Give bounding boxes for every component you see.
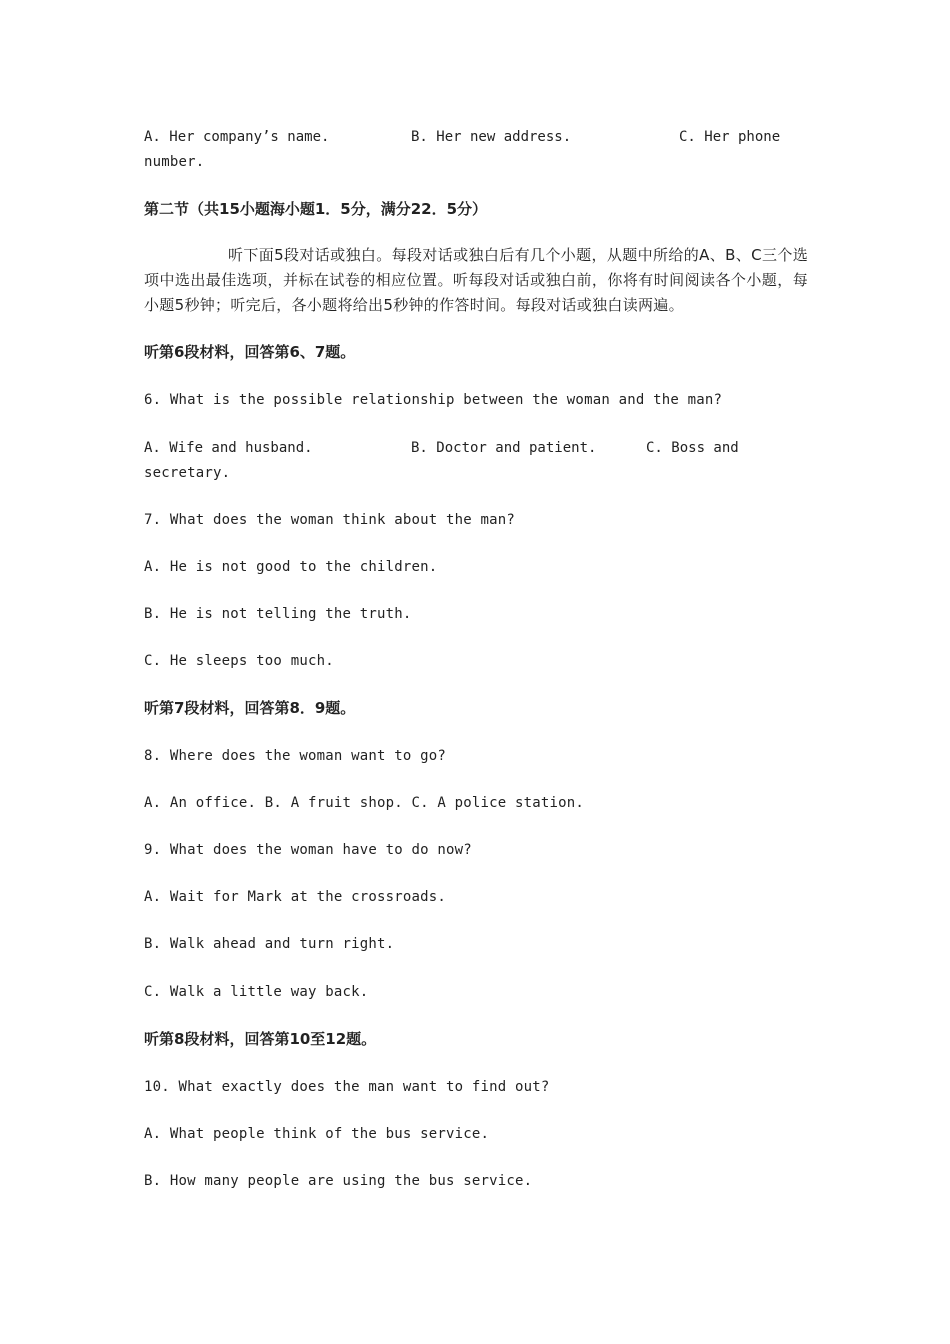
section-instructions: 听下面5段对话或独白。每段对话或独白后有几个小题，从题中所给的A、B、C三个选项中选出最佳选项，并标在试卷的相应位置。听每段对话或独白前，你将有时间阅读各个小题，每小题5秒钟；听完后，各小题将给出5秒钟的作答时间。每段对话或独白读两遍。: [144, 246, 808, 314]
q9-option-a: A. Wait for Mark at the crossroads.: [144, 889, 447, 905]
q6-option-a: A. Wife and husband.: [144, 440, 313, 456]
q9-option-c: C. Walk a little way back.: [144, 984, 369, 1000]
q5-option-c-continued: number.: [144, 154, 205, 170]
q9-option-b: B. Walk ahead and turn right.: [144, 936, 395, 952]
q7-option-b: B. He is not telling the truth.: [144, 606, 412, 622]
question-7: 7. What does the woman think about the man?: [144, 512, 516, 528]
q6-option-b: B. Doctor and patient.: [411, 440, 597, 456]
q7-option-a: A. He is not good to the children.: [144, 559, 438, 575]
question-6: 6. What is the possible relationship between the woman and the man?: [144, 392, 723, 408]
q5-options-row: [144, 125, 808, 150]
question-8: 8. Where does the woman want to go?: [144, 748, 447, 764]
q10-option-b: B. How many people are using the bus service.: [144, 1173, 533, 1189]
q5-option-c: C. Her phone: [679, 129, 781, 145]
q7-option-c: C. He sleeps too much.: [144, 653, 334, 669]
q5-option-a: A. Her company’s name.: [144, 129, 330, 145]
q8-options: A. An office. B. A fruit shop. C. A police station.: [144, 795, 585, 811]
q5-option-b: B. Her new address.: [411, 129, 572, 145]
q10-option-a: A. What people think of the bus service.: [144, 1126, 490, 1142]
question-9: 9. What does the woman have to do now?: [144, 842, 472, 858]
q6-option-c-continued: secretary.: [144, 465, 231, 481]
q6-option-c: C. Boss and: [646, 440, 739, 456]
passage-8-heading: 听第8段材料，回答第10至12题。: [144, 1030, 377, 1048]
question-10: 10. What exactly does the man want to find out?: [144, 1079, 550, 1095]
passage-7-heading: 听第7段材料，回答第8．9题。: [144, 699, 356, 717]
section-heading: 第二节（共15小题海小题1．5分，满分22．5分）: [144, 200, 488, 218]
q6-options-row: [144, 436, 808, 461]
passage-6-heading: 听第6段材料，回答第6、7题。: [144, 343, 356, 361]
